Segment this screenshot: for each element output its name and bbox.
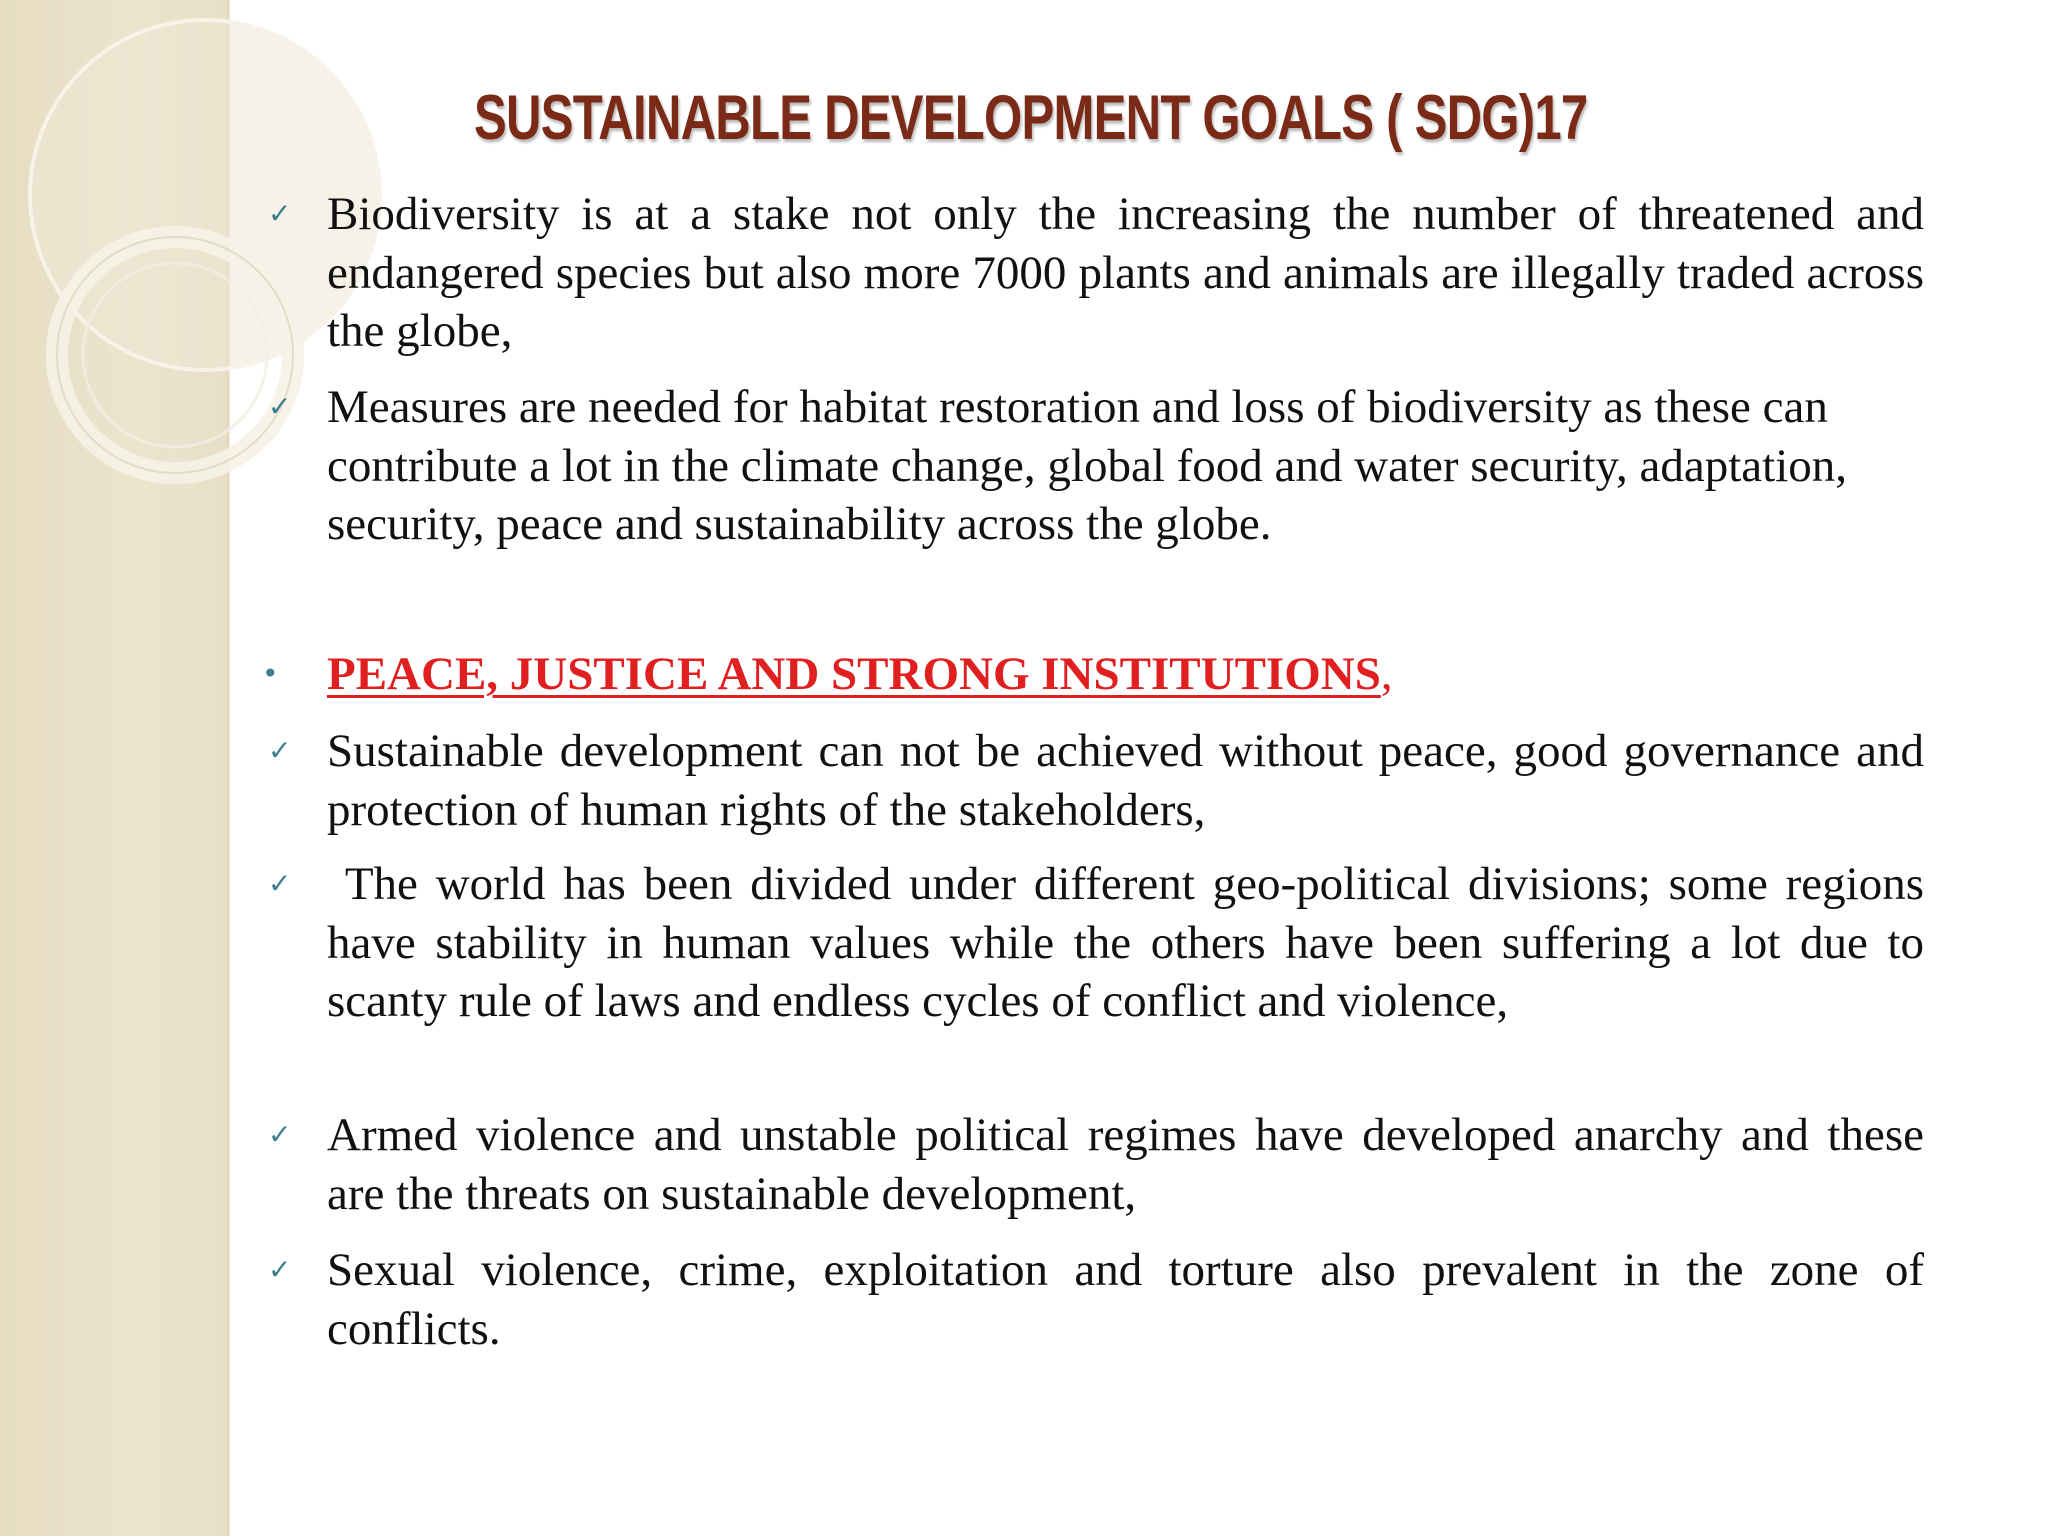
- section-heading: [327, 645, 1924, 704]
- bullet-dot-icon: •: [262, 657, 279, 690]
- section-heading-text: PEACE, JUSTICE AND STRONG INSTITUTIONS: [327, 648, 1381, 700]
- list-item-text: Measures are needed for habitat restoration and loss of biodiversity as these can contribute a lot in the climate change, global food and water security, adaptation, security, peace and sustainability across the globe.: [327, 381, 1847, 550]
- list-item-text: Armed violence and unstable political regimes have developed anarchy and these are the threats on sustainable development,: [327, 1109, 1924, 1220]
- list-item-text: The world has been divided under different geo-political divisions; some regions have stability in human values while the others have been suffering a lot due to scanty rule of laws and endless cycles of conflict and violence,: [327, 858, 1936, 1027]
- list-item-text: Sustainable development can not be achieved without peace, good governance and protection of human rights of the stakeholders,: [327, 725, 1924, 836]
- check-icon: ✓: [268, 1118, 292, 1151]
- check-icon: ✓: [268, 197, 292, 230]
- list-item-text: Sexual violence, crime, exploitation and torture also prevalent in the zone of conflicts.: [327, 1244, 1924, 1355]
- list-item-text: Biodiversity is at a stake not only the increasing the number of threatened and endangered species but also more 7000 plants and animals are illegally traded across the globe,: [327, 188, 1924, 357]
- check-icon: ✓: [268, 1253, 292, 1286]
- check-icon: ✓: [268, 734, 292, 767]
- slide-title: SUSTAINABLE DEVELOPMENT GOALS ( SDG)17: [474, 83, 1588, 153]
- section-heading-suffix: ,: [1380, 648, 1393, 700]
- check-icon: ✓: [268, 867, 292, 900]
- check-icon: ✓: [268, 390, 292, 423]
